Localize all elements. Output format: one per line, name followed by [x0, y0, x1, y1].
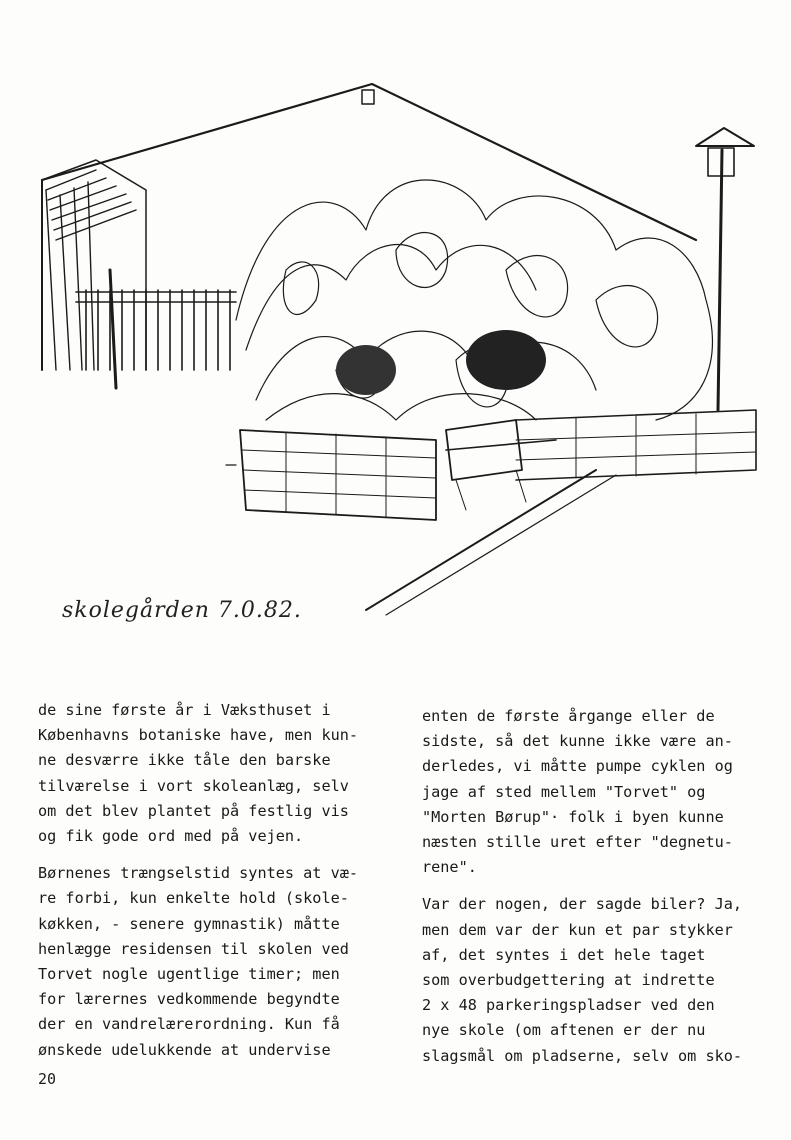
- page-number: 20: [38, 1070, 57, 1088]
- sketch-caption: skolegården 7.0.82.: [62, 598, 302, 623]
- paragraph: Var der nogen, der sagde biler? Ja, men dem var der kun et par stykker af, det syntes i det hele taget som overbudgettering at indrette 2 x 48 parkeringspladser ved den nye skole (om aftenen er der nu slagsmål om pladserne, selv om sko-: [422, 895, 743, 1065]
- schoolyard-sketch: [36, 70, 766, 650]
- paragraph: enten de første årgange eller de sidste, så det kunne ikke være an- derledes, vi måtte pumpe cyklen og jage af sted mellem "Torvet" og "Morten Børup"· folk i byen kunne næsten stille uret efter "degnetu- rene".: [422, 707, 733, 877]
- left-text-column: [38, 698, 388, 1075]
- right-text-column: [422, 704, 767, 1081]
- paragraph: Børnenes trængselstid syntes at væ- re forbi, kun enkelte hold (skole- køkken, - senere gymnastik) måtte henlægge residensen til skolen ved Torvet nogle ugentlige timer; men for lærernes vedkommende begyndte der en vandrelærerordning. Kun få ønskede udelukkende at undervise: [38, 864, 359, 1059]
- paragraph: de sine første år i Væksthuset i Københavns botaniske have, men kun- ne desværre ikke tåle den barske tilværelse i vort skoleanlæg, selv om det blev plantet på festlig vis og fik gode ord med på vejen.: [38, 701, 359, 846]
